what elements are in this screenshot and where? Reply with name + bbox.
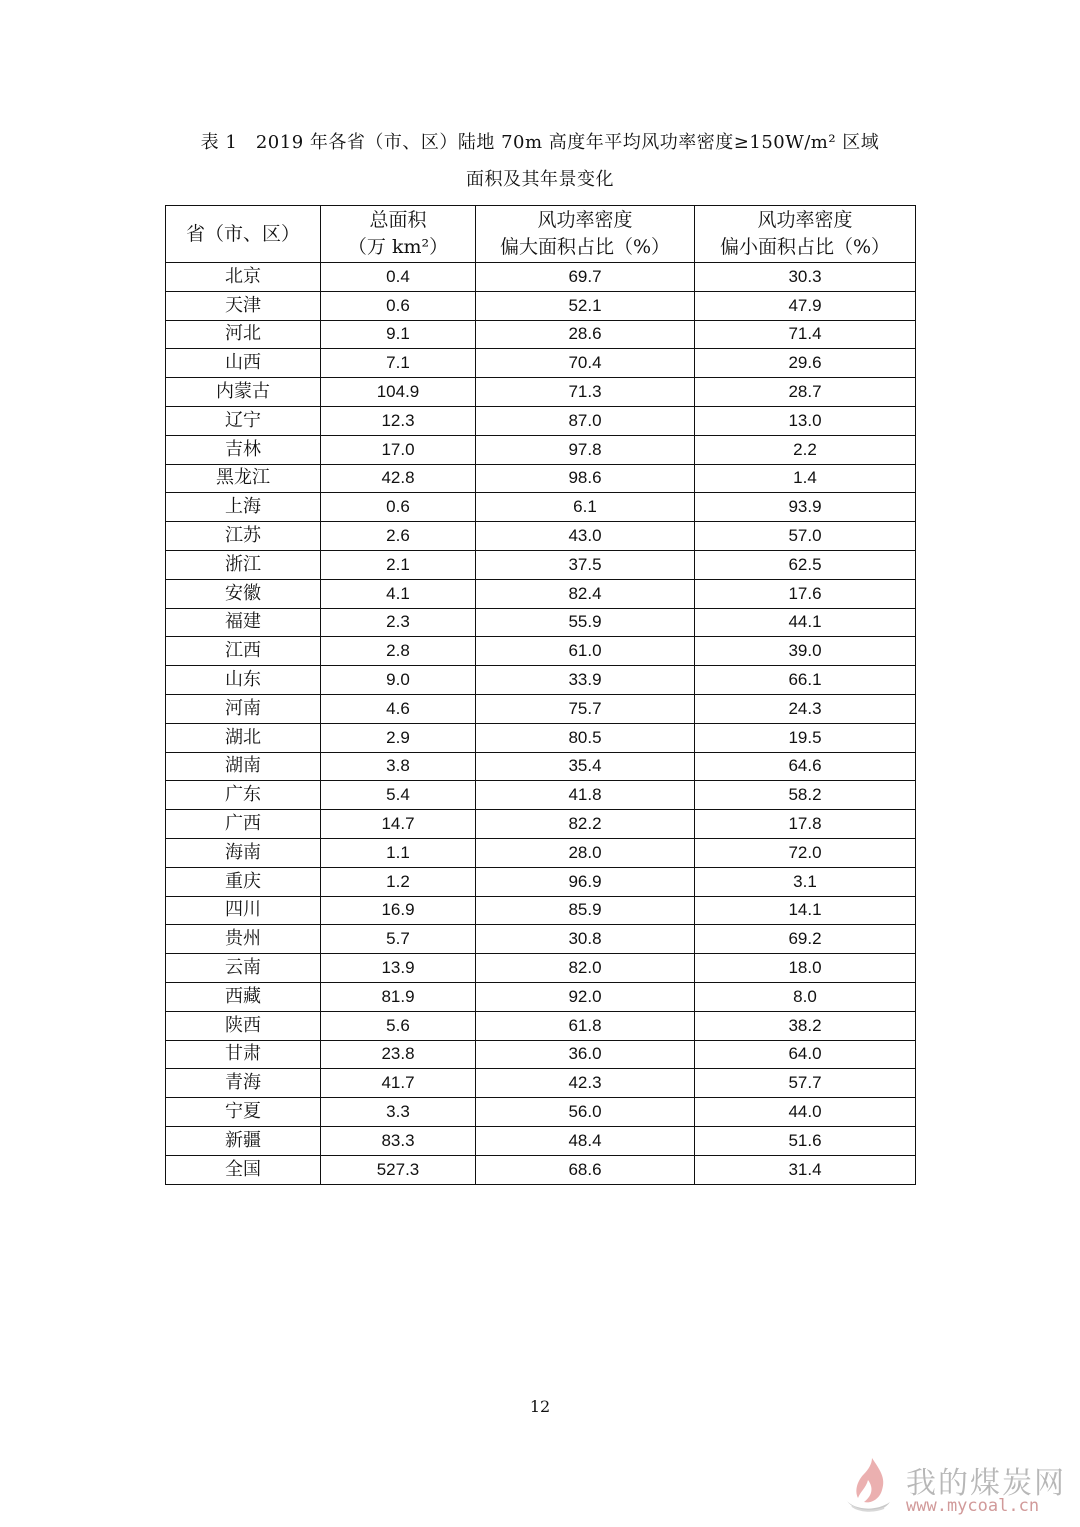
cell-high-ratio: 69.7 bbox=[476, 263, 695, 292]
cell-total-area: 3.8 bbox=[321, 752, 476, 781]
cell-total-area: 9.1 bbox=[321, 320, 476, 349]
cell-high-ratio: 68.6 bbox=[476, 1155, 695, 1184]
cell-province: 山东 bbox=[166, 666, 321, 695]
cell-total-area: 16.9 bbox=[321, 896, 476, 925]
cell-low-ratio: 47.9 bbox=[695, 291, 916, 320]
cell-total-area: 13.9 bbox=[321, 954, 476, 983]
cell-province: 云南 bbox=[166, 954, 321, 983]
table-row bbox=[166, 838, 916, 867]
table-row bbox=[166, 694, 916, 723]
cell-total-area: 5.4 bbox=[321, 781, 476, 810]
table-row bbox=[166, 263, 916, 292]
table-row bbox=[166, 435, 916, 464]
cell-high-ratio: 36.0 bbox=[476, 1040, 695, 1069]
cell-high-ratio: 61.0 bbox=[476, 637, 695, 666]
table-row bbox=[166, 925, 916, 954]
table-body bbox=[166, 263, 916, 1185]
cell-total-area: 104.9 bbox=[321, 378, 476, 407]
table-row bbox=[166, 637, 916, 666]
watermark bbox=[836, 1452, 1066, 1522]
table-row bbox=[166, 550, 916, 579]
cell-province: 安徽 bbox=[166, 579, 321, 608]
cell-low-ratio: 31.4 bbox=[695, 1155, 916, 1184]
cell-total-area: 12.3 bbox=[321, 406, 476, 435]
cell-low-ratio: 93.9 bbox=[695, 493, 916, 522]
cell-total-area: 2.8 bbox=[321, 637, 476, 666]
table-row bbox=[166, 291, 916, 320]
cell-low-ratio: 30.3 bbox=[695, 263, 916, 292]
cell-total-area: 81.9 bbox=[321, 982, 476, 1011]
cell-province: 上海 bbox=[166, 493, 321, 522]
cell-low-ratio: 13.0 bbox=[695, 406, 916, 435]
cell-low-ratio: 71.4 bbox=[695, 320, 916, 349]
table-title: 表 1 2019 年各省（市、区）陆地 70m 高度年平均风功率密度≥150W/m² 区域 bbox=[200, 132, 880, 153]
cell-low-ratio: 8.0 bbox=[695, 982, 916, 1011]
cell-low-ratio: 44.1 bbox=[695, 608, 916, 637]
table-row bbox=[166, 378, 916, 407]
cell-total-area: 0.6 bbox=[321, 291, 476, 320]
cell-high-ratio: 30.8 bbox=[476, 925, 695, 954]
table-row bbox=[166, 493, 916, 522]
cell-high-ratio: 98.6 bbox=[476, 464, 695, 493]
table-row bbox=[166, 320, 916, 349]
cell-high-ratio: 97.8 bbox=[476, 435, 695, 464]
table-row bbox=[166, 752, 916, 781]
cell-high-ratio: 70.4 bbox=[476, 349, 695, 378]
cell-high-ratio: 61.8 bbox=[476, 1011, 695, 1040]
cell-low-ratio: 39.0 bbox=[695, 637, 916, 666]
cell-high-ratio: 71.3 bbox=[476, 378, 695, 407]
cell-province: 江西 bbox=[166, 637, 321, 666]
cell-low-ratio: 58.2 bbox=[695, 781, 916, 810]
cell-total-area: 14.7 bbox=[321, 810, 476, 839]
table-row bbox=[166, 1040, 916, 1069]
cell-low-ratio: 69.2 bbox=[695, 925, 916, 954]
table-row bbox=[166, 608, 916, 637]
cell-total-area: 2.1 bbox=[321, 550, 476, 579]
cell-province: 浙江 bbox=[166, 550, 321, 579]
header-total-area-label: 总面积 bbox=[369, 209, 427, 231]
cell-high-ratio: 6.1 bbox=[476, 493, 695, 522]
table-row bbox=[166, 666, 916, 695]
cell-province: 福建 bbox=[166, 608, 321, 637]
cell-total-area: 4.6 bbox=[321, 694, 476, 723]
cell-province: 天津 bbox=[166, 291, 321, 320]
cell-high-ratio: 96.9 bbox=[476, 867, 695, 896]
cell-province: 广东 bbox=[166, 781, 321, 810]
table-row bbox=[166, 867, 916, 896]
header-high-ratio bbox=[476, 206, 695, 263]
table-row bbox=[166, 349, 916, 378]
cell-high-ratio: 42.3 bbox=[476, 1069, 695, 1098]
header-province-label: 省（市、区） bbox=[185, 222, 300, 245]
cell-province: 辽宁 bbox=[166, 406, 321, 435]
table-row bbox=[166, 1126, 916, 1155]
header-low-ratio bbox=[695, 206, 916, 263]
header-province bbox=[166, 206, 321, 263]
cell-high-ratio: 35.4 bbox=[476, 752, 695, 781]
cell-low-ratio: 51.6 bbox=[695, 1126, 916, 1155]
cell-total-area: 42.8 bbox=[321, 464, 476, 493]
cell-total-area: 527.3 bbox=[321, 1155, 476, 1184]
data-table bbox=[165, 205, 916, 1185]
cell-low-ratio: 28.7 bbox=[695, 378, 916, 407]
cell-province: 吉林 bbox=[166, 435, 321, 464]
table-row bbox=[166, 522, 916, 551]
cell-high-ratio: 92.0 bbox=[476, 982, 695, 1011]
table-header-row bbox=[166, 206, 916, 263]
cell-province: 广西 bbox=[166, 810, 321, 839]
cell-total-area: 83.3 bbox=[321, 1126, 476, 1155]
watermark-site-name: 我的煤炭网 bbox=[906, 1466, 1066, 1501]
cell-low-ratio: 19.5 bbox=[695, 723, 916, 752]
header-total-area bbox=[321, 206, 476, 263]
header-total-area-unit: （万 km²） bbox=[347, 236, 449, 258]
cell-total-area: 0.4 bbox=[321, 263, 476, 292]
cell-low-ratio: 62.5 bbox=[695, 550, 916, 579]
cell-total-area: 41.7 bbox=[321, 1069, 476, 1098]
cell-province: 内蒙古 bbox=[166, 378, 321, 407]
cell-total-area: 4.1 bbox=[321, 579, 476, 608]
cell-province: 海南 bbox=[166, 838, 321, 867]
table-row bbox=[166, 1155, 916, 1184]
cell-high-ratio: 82.0 bbox=[476, 954, 695, 983]
cell-high-ratio: 43.0 bbox=[476, 522, 695, 551]
cell-province: 江苏 bbox=[166, 522, 321, 551]
cell-province: 贵州 bbox=[166, 925, 321, 954]
flame-logo-icon bbox=[836, 1454, 900, 1518]
cell-low-ratio: 64.0 bbox=[695, 1040, 916, 1069]
cell-total-area: 7.1 bbox=[321, 349, 476, 378]
cell-low-ratio: 2.2 bbox=[695, 435, 916, 464]
table-row bbox=[166, 896, 916, 925]
cell-low-ratio: 1.4 bbox=[695, 464, 916, 493]
cell-high-ratio: 80.5 bbox=[476, 723, 695, 752]
cell-province: 山西 bbox=[166, 349, 321, 378]
cell-province: 北京 bbox=[166, 263, 321, 292]
cell-province: 西藏 bbox=[166, 982, 321, 1011]
cell-province: 新疆 bbox=[166, 1126, 321, 1155]
cell-high-ratio: 75.7 bbox=[476, 694, 695, 723]
cell-low-ratio: 24.3 bbox=[695, 694, 916, 723]
cell-high-ratio: 33.9 bbox=[476, 666, 695, 695]
cell-province: 宁夏 bbox=[166, 1098, 321, 1127]
table-row bbox=[166, 1069, 916, 1098]
cell-province: 河北 bbox=[166, 320, 321, 349]
cell-province: 青海 bbox=[166, 1069, 321, 1098]
table-row bbox=[166, 579, 916, 608]
table-row bbox=[166, 954, 916, 983]
cell-high-ratio: 82.4 bbox=[476, 579, 695, 608]
header-high-ratio-unit: 偏大面积占比（%） bbox=[499, 236, 671, 258]
table-row bbox=[166, 781, 916, 810]
cell-high-ratio: 85.9 bbox=[476, 896, 695, 925]
cell-low-ratio: 72.0 bbox=[695, 838, 916, 867]
cell-total-area: 0.6 bbox=[321, 493, 476, 522]
table-row bbox=[166, 982, 916, 1011]
table-title-continued: 面积及其年景变化 bbox=[466, 169, 614, 190]
cell-low-ratio: 57.7 bbox=[695, 1069, 916, 1098]
cell-low-ratio: 18.0 bbox=[695, 954, 916, 983]
header-low-ratio-label: 风功率密度 bbox=[757, 209, 853, 231]
cell-total-area: 5.7 bbox=[321, 925, 476, 954]
cell-low-ratio: 14.1 bbox=[695, 896, 916, 925]
page-number: 12 bbox=[529, 1397, 551, 1416]
cell-low-ratio: 29.6 bbox=[695, 349, 916, 378]
cell-province: 陕西 bbox=[166, 1011, 321, 1040]
cell-total-area: 17.0 bbox=[321, 435, 476, 464]
cell-high-ratio: 28.0 bbox=[476, 838, 695, 867]
table-row bbox=[166, 464, 916, 493]
cell-low-ratio: 57.0 bbox=[695, 522, 916, 551]
table-row bbox=[166, 406, 916, 435]
cell-province: 黑龙江 bbox=[166, 464, 321, 493]
cell-province: 四川 bbox=[166, 896, 321, 925]
cell-high-ratio: 52.1 bbox=[476, 291, 695, 320]
cell-province: 湖北 bbox=[166, 723, 321, 752]
cell-total-area: 2.6 bbox=[321, 522, 476, 551]
cell-province: 湖南 bbox=[166, 752, 321, 781]
table-row bbox=[166, 1011, 916, 1040]
cell-low-ratio: 17.8 bbox=[695, 810, 916, 839]
cell-total-area: 1.1 bbox=[321, 838, 476, 867]
watermark-url: www.mycoal.cn bbox=[906, 1496, 1040, 1516]
header-high-ratio-label: 风功率密度 bbox=[537, 209, 633, 231]
cell-high-ratio: 87.0 bbox=[476, 406, 695, 435]
cell-high-ratio: 55.9 bbox=[476, 608, 695, 637]
cell-province: 重庆 bbox=[166, 867, 321, 896]
cell-total-area: 2.3 bbox=[321, 608, 476, 637]
cell-high-ratio: 37.5 bbox=[476, 550, 695, 579]
cell-high-ratio: 56.0 bbox=[476, 1098, 695, 1127]
cell-high-ratio: 41.8 bbox=[476, 781, 695, 810]
header-low-ratio-unit: 偏小面积占比（%） bbox=[719, 236, 891, 258]
table-row bbox=[166, 723, 916, 752]
cell-total-area: 3.3 bbox=[321, 1098, 476, 1127]
cell-low-ratio: 44.0 bbox=[695, 1098, 916, 1127]
cell-low-ratio: 66.1 bbox=[695, 666, 916, 695]
cell-low-ratio: 38.2 bbox=[695, 1011, 916, 1040]
cell-low-ratio: 3.1 bbox=[695, 867, 916, 896]
cell-low-ratio: 17.6 bbox=[695, 579, 916, 608]
table-row bbox=[166, 810, 916, 839]
cell-high-ratio: 28.6 bbox=[476, 320, 695, 349]
cell-total-area: 23.8 bbox=[321, 1040, 476, 1069]
cell-total-area: 1.2 bbox=[321, 867, 476, 896]
cell-total-area: 9.0 bbox=[321, 666, 476, 695]
cell-high-ratio: 82.2 bbox=[476, 810, 695, 839]
cell-total-area: 2.9 bbox=[321, 723, 476, 752]
table-row bbox=[166, 1098, 916, 1127]
cell-province: 全国 bbox=[166, 1155, 321, 1184]
cell-high-ratio: 48.4 bbox=[476, 1126, 695, 1155]
cell-province: 河南 bbox=[166, 694, 321, 723]
cell-total-area: 5.6 bbox=[321, 1011, 476, 1040]
cell-low-ratio: 64.6 bbox=[695, 752, 916, 781]
cell-province: 甘肃 bbox=[166, 1040, 321, 1069]
